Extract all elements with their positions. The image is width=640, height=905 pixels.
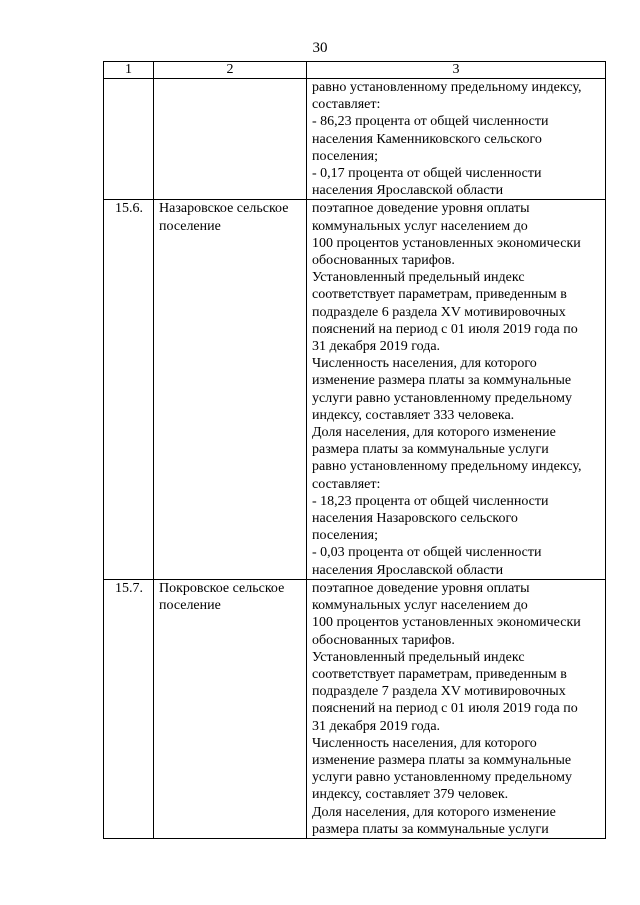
description-line: обоснованных тарифов. <box>312 632 455 648</box>
row-number: 15.7. <box>104 579 154 838</box>
description-line: Численность населения, для которого <box>312 735 537 751</box>
settlement-name-line: поселение <box>159 598 221 614</box>
description-line: подразделе 7 раздела XV мотивировочных <box>312 684 566 700</box>
description-line: - 86,23 процента от общей численности <box>312 114 549 130</box>
settlement-name <box>154 79 307 200</box>
description-line: услуги равно установленному предельному <box>312 770 572 786</box>
description-line: обоснованных тарифов. <box>312 253 455 269</box>
description-line: Установленный предельный индекс <box>312 649 525 665</box>
description-line: населения Ярославской области <box>312 562 504 578</box>
description-line: поселения; <box>312 528 378 544</box>
header-col-2: 2 <box>154 62 307 79</box>
description-line: изменение размера платы за коммунальные <box>312 373 572 389</box>
settlement-name-line: Покровское сельское <box>159 580 285 596</box>
settlement-name-line: Назаровское сельское <box>159 201 289 217</box>
description-line: пояснений на период с 01 июля 2019 года по <box>312 321 578 337</box>
description-line: 31 декабря 2019 года. <box>312 339 441 355</box>
description-line: составляет: <box>312 476 381 492</box>
data-table <box>103 61 606 839</box>
description <box>307 579 606 838</box>
table-row <box>104 579 606 838</box>
description-line: - 0,03 процента от общей численности <box>312 545 542 561</box>
settlement-name-line: поселение <box>159 218 221 234</box>
settlement-name <box>154 579 307 838</box>
description-line: услуги равно установленному предельному <box>312 390 572 406</box>
description-line: равно установленному предельному индексу, <box>312 80 582 95</box>
description-line: размера платы за коммунальные услуги <box>312 442 549 458</box>
description-line: размера платы за коммунальные услуги <box>312 821 549 837</box>
description-line: поэтапное доведение уровня оплаты <box>312 580 530 596</box>
description-line: Доля населения, для которого изменение <box>312 425 556 441</box>
table-header-row <box>104 62 606 79</box>
table-row <box>104 200 606 579</box>
description-line: поэтапное доведение уровня оплаты <box>312 201 530 217</box>
description-line: поселения; <box>312 148 378 164</box>
row-number <box>104 79 154 200</box>
table-row <box>104 79 606 200</box>
description-line: составляет: <box>312 97 381 113</box>
description-line: соответствует параметрам, приведенным в <box>312 666 567 682</box>
description-line: изменение размера платы за коммунальные <box>312 752 572 768</box>
description-line: подразделе 6 раздела XV мотивировочных <box>312 304 566 320</box>
description <box>307 79 606 200</box>
description <box>307 200 606 579</box>
description-line: населения Назаровского сельского <box>312 511 518 527</box>
description-line: индексу, составляет 379 человек. <box>312 787 509 803</box>
description-line: - 0,17 процента от общей численности <box>312 166 542 182</box>
description-line: - 18,23 процента от общей численности <box>312 493 549 509</box>
description-line: населения Каменниковского сельского <box>312 131 542 147</box>
description-line: равно установленному предельному индексу, <box>312 459 582 475</box>
header-col-3: 3 <box>307 62 606 79</box>
description-line: индексу, составляет 333 человека. <box>312 407 515 423</box>
header-col-1: 1 <box>104 62 154 79</box>
description-line: 100 процентов установленных экономически <box>312 615 581 631</box>
description-line: 31 декабря 2019 года. <box>312 718 441 734</box>
row-number: 15.6. <box>104 200 154 579</box>
settlement-name <box>154 200 307 579</box>
description-line: пояснений на период с 01 июля 2019 года по <box>312 701 578 717</box>
description-line: Численность населения, для которого <box>312 356 537 372</box>
description-line: Установленный предельный индекс <box>312 270 525 286</box>
description-line: соответствует параметрам, приведенным в <box>312 287 567 303</box>
description-line: 100 процентов установленных экономически <box>312 235 581 251</box>
description-line: Доля населения, для которого изменение <box>312 804 556 820</box>
description-line: коммунальных услуг населением до <box>312 218 528 234</box>
description-line: населения Ярославской области <box>312 183 504 199</box>
description-line: коммунальных услуг населением до <box>312 598 528 614</box>
page-number: 30 <box>312 40 328 56</box>
